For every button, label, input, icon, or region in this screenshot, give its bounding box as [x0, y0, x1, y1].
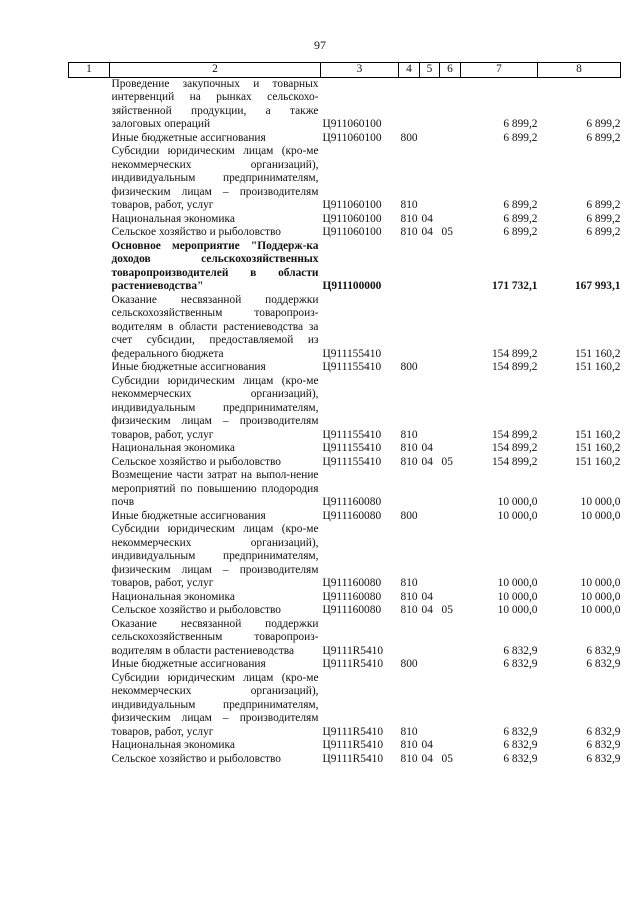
- amount-col-7: 6 832,9: [503, 739, 538, 751]
- blank-cell: [69, 469, 110, 510]
- amount-col-7: 6 899,2: [503, 212, 538, 225]
- target-article-code: Ц911160080: [322, 604, 382, 616]
- header-col-6: 6: [440, 63, 461, 78]
- table-row: [69, 604, 621, 618]
- table-row: [69, 442, 621, 456]
- blank-cell: [69, 739, 110, 753]
- amount-col-7: 10 000,0: [497, 590, 538, 603]
- amount-col-8: 10 000,0: [580, 604, 621, 616]
- amount-col-8: 6 832,9: [586, 725, 621, 738]
- amount-col-8: 167 993,1: [574, 280, 621, 292]
- section-code: 04: [421, 604, 433, 616]
- blank-cell: [69, 77, 110, 132]
- expense-type-code: 800: [400, 131, 418, 144]
- header-col-2: 2: [110, 63, 321, 78]
- blank-cell: [69, 132, 110, 146]
- section-code: [420, 240, 440, 294]
- item-name: Национальная экономика: [111, 590, 235, 603]
- expense-type-code: [399, 77, 420, 132]
- blank-cell: [69, 753, 110, 767]
- subsection-code: [440, 739, 461, 753]
- expense-type-code: 810: [400, 739, 418, 751]
- expense-type-code: 800: [400, 509, 418, 522]
- item-name: Сельское хозяйство и рыболовство: [111, 226, 281, 238]
- amount-col-7: 10 000,0: [497, 577, 538, 589]
- table-row: [69, 77, 621, 132]
- expense-type-code: 810: [400, 577, 418, 589]
- table-row: [69, 456, 621, 470]
- header-col-1: 1: [69, 63, 110, 78]
- amount-col-8: 6 899,2: [586, 212, 621, 225]
- item-name: Возмещение части затрат на выпол-нение мероприятий по повышению плодородия почв: [111, 469, 319, 508]
- blank-cell: [69, 523, 110, 591]
- section-code: 04: [421, 752, 433, 765]
- blank-cell: [69, 226, 110, 240]
- amount-col-7: 171 732,1: [491, 280, 538, 292]
- subsection-code: [440, 672, 461, 740]
- subsection-code: [440, 523, 461, 591]
- item-name: Оказание несвязанной поддержки сельскохозяйственным товаропроиз-водителям в области растениеводства: [111, 617, 319, 657]
- page-number: 97: [314, 38, 326, 52]
- target-article-code: Ц911060100: [322, 226, 382, 238]
- table-row: [69, 618, 621, 659]
- target-article-code: Ц911060100: [322, 131, 382, 144]
- blank-cell: [69, 240, 110, 294]
- blank-cell: [69, 294, 110, 362]
- section-code: [420, 672, 440, 740]
- item-name: Иные бюджетные ассигнования: [111, 658, 266, 670]
- table-row: [69, 226, 621, 240]
- item-name: Оказание несвязанной поддержки сельскохозяйственным товаропроиз-водителям в области растениеводства за счет субсидии, предоставляемой из федерального бюджета: [111, 293, 319, 360]
- blank-cell: [69, 604, 110, 618]
- blank-cell: [69, 591, 110, 605]
- amount-col-8: 151 160,2: [574, 455, 621, 468]
- section-code: [420, 510, 440, 524]
- expense-type-code: 810: [400, 226, 418, 238]
- table-row: [69, 510, 621, 524]
- amount-col-7: 154 899,2: [491, 347, 538, 360]
- section-code: [420, 145, 440, 213]
- blank-cell: [69, 361, 110, 375]
- header-row: [69, 63, 621, 78]
- target-article-code: Ц911060100: [322, 118, 382, 130]
- section-code: 04: [421, 226, 433, 238]
- section-code: [420, 469, 440, 510]
- section-code: 04: [421, 442, 433, 454]
- blank-cell: [69, 456, 110, 470]
- blank-cell: [69, 672, 110, 740]
- section-code: [420, 294, 440, 362]
- target-article-code: Ц911160080: [322, 577, 382, 589]
- section-code: 04: [421, 212, 433, 225]
- subsection-code: [440, 361, 461, 375]
- expense-type-code: [399, 469, 420, 510]
- amount-col-8: 10 000,0: [580, 577, 621, 589]
- section-code: 04: [421, 739, 433, 751]
- item-name: Национальная экономика: [111, 442, 235, 454]
- item-name: Национальная экономика: [111, 212, 235, 225]
- section-code: [420, 77, 440, 132]
- budget-table: [68, 62, 621, 766]
- amount-col-8: 151 160,2: [574, 361, 621, 373]
- section-code: [420, 375, 440, 443]
- table-row: [69, 523, 621, 591]
- amount-col-8: 10 000,0: [580, 590, 621, 603]
- amount-col-7: 6 832,9: [503, 752, 538, 765]
- amount-col-7: 10 000,0: [497, 509, 538, 522]
- amount-col-7: 6 832,9: [503, 658, 538, 670]
- amount-col-8: 6 899,2: [586, 226, 621, 238]
- subsection-code: [440, 294, 461, 362]
- table-row: [69, 213, 621, 227]
- subsection-code: [440, 442, 461, 456]
- subsection-code: [440, 240, 461, 294]
- blank-cell: [69, 442, 110, 456]
- table-row: [69, 658, 621, 672]
- table-body: [69, 77, 621, 766]
- table-row: [69, 240, 621, 294]
- section-code: [420, 132, 440, 146]
- amount-col-8: 10 000,0: [580, 509, 621, 522]
- item-name: Субсидии юридическим лицам (кро-ме некоммерческих организаций), индивидуальным предпринимателям, физическим лицам – производителям товаров, работ, услуг: [111, 145, 319, 211]
- section-code: 04: [421, 590, 433, 603]
- amount-col-7: 6 899,2: [503, 226, 538, 238]
- target-article-code: Ц911155410: [322, 361, 382, 373]
- header-col-4: 4: [399, 63, 420, 78]
- subsection-code: [440, 658, 461, 672]
- subsection-code: 05: [441, 604, 453, 616]
- expense-type-code: 810: [400, 725, 418, 738]
- table-row: [69, 361, 621, 375]
- item-name: Субсидии юридическим лицам (кро-ме некоммерческих организаций), индивидуальным предпринимателям, физическим лицам – производителям товаров, работ, услуг: [111, 523, 319, 589]
- table-row: [69, 672, 621, 740]
- target-article-code: Ц911155410: [322, 428, 382, 441]
- subsection-code: [440, 469, 461, 510]
- amount-col-7: 154 899,2: [491, 361, 538, 373]
- amount-col-7: 6 899,2: [503, 199, 538, 211]
- header-col-8: 8: [538, 63, 621, 78]
- item-name: Сельское хозяйство и рыболовство: [111, 752, 281, 765]
- expense-type-code: [399, 294, 420, 362]
- amount-col-8: 6 832,9: [586, 644, 621, 657]
- target-article-code: Ц9111R5410: [322, 725, 384, 738]
- subsection-code: [440, 132, 461, 146]
- amount-col-8: 151 160,2: [574, 442, 621, 454]
- item-name: Основное мероприятие "Поддерж-ка доходов сельскохозяйственных товаропроизводителей в области растениеводства": [111, 239, 319, 292]
- section-code: [420, 523, 440, 591]
- subsection-code: [440, 618, 461, 659]
- item-name: Иные бюджетные ассигнования: [111, 509, 266, 522]
- amount-col-7: 6 832,9: [503, 644, 538, 657]
- item-name: Субсидии юридическим лицам (кро-ме некоммерческих организаций), индивидуальным предпринимателям, физическим лицам – производителям товаров, работ, услуг: [111, 374, 319, 441]
- header-col-3: 3: [321, 63, 399, 78]
- amount-col-8: 151 160,2: [574, 347, 621, 360]
- item-name: Иные бюджетные ассигнования: [111, 361, 266, 373]
- subsection-code: [440, 591, 461, 605]
- target-article-code: Ц911060100: [322, 212, 382, 225]
- target-article-code: Ц911160080: [322, 496, 382, 508]
- subsection-code: 05: [441, 226, 453, 238]
- target-article-code: Ц9111R5410: [322, 752, 384, 765]
- expense-type-code: 810: [400, 428, 418, 441]
- table-row: [69, 294, 621, 362]
- amount-col-8: 6 899,2: [586, 118, 621, 130]
- blank-cell: [69, 618, 110, 659]
- subsection-code: [440, 145, 461, 213]
- table-row: [69, 753, 621, 767]
- target-article-code: Ц911155410: [322, 455, 382, 468]
- amount-col-7: 154 899,2: [491, 428, 538, 441]
- amount-col-8: 10 000,0: [580, 496, 621, 508]
- blank-cell: [69, 375, 110, 443]
- subsection-code: 05: [441, 455, 453, 468]
- section-code: [420, 658, 440, 672]
- blank-cell: [69, 145, 110, 213]
- subsection-code: [440, 77, 461, 132]
- item-name: Проведение закупочных и товарных интервенций на рынках сельскохо-зяйственной продукции, а также залоговых операций: [111, 77, 319, 130]
- expense-type-code: 810: [400, 604, 418, 616]
- table-row: [69, 132, 621, 146]
- header-col-5: 5: [420, 63, 440, 78]
- table-row: [69, 739, 621, 753]
- expense-type-code: 810: [400, 752, 418, 765]
- amount-col-8: 6 832,9: [586, 658, 621, 670]
- expense-type-code: 810: [400, 199, 418, 211]
- expense-type-code: [399, 618, 420, 659]
- amount-col-8: 151 160,2: [574, 428, 621, 441]
- blank-cell: [69, 510, 110, 524]
- expense-type-code: 800: [400, 361, 418, 373]
- target-article-code: Ц911155410: [322, 442, 382, 454]
- amount-col-7: 6 832,9: [503, 725, 538, 738]
- amount-col-7: 154 899,2: [491, 442, 538, 454]
- subsection-code: [440, 375, 461, 443]
- amount-col-8: 6 832,9: [586, 752, 621, 765]
- section-code: [420, 361, 440, 375]
- target-article-code: Ц911100000: [322, 280, 382, 292]
- subsection-code: 05: [441, 752, 453, 765]
- expense-type-code: 810: [400, 442, 418, 454]
- expense-type-code: 810: [400, 455, 418, 468]
- target-article-code: Ц9111R5410: [322, 739, 384, 751]
- subsection-code: [440, 213, 461, 227]
- blank-cell: [69, 213, 110, 227]
- target-article-code: Ц9111R5410: [322, 658, 384, 670]
- expense-type-code: 800: [400, 658, 418, 670]
- blank-cell: [69, 658, 110, 672]
- item-name: Иные бюджетные ассигнования: [111, 131, 266, 144]
- target-article-code: Ц911160080: [322, 590, 382, 603]
- target-article-code: Ц9111R5410: [322, 644, 384, 657]
- amount-col-7: 6 899,2: [503, 131, 538, 144]
- table-row: [69, 469, 621, 510]
- item-name: Сельское хозяйство и рыболовство: [111, 604, 281, 616]
- amount-col-7: 6 899,2: [503, 118, 538, 130]
- target-article-code: Ц911060100: [322, 199, 382, 211]
- table-row: [69, 145, 621, 213]
- section-code: 04: [421, 455, 433, 468]
- subsection-code: [440, 510, 461, 524]
- table-row: [69, 375, 621, 443]
- amount-col-7: 10 000,0: [497, 604, 538, 616]
- header-col-7: 7: [461, 63, 538, 78]
- item-name: Национальная экономика: [111, 739, 235, 751]
- amount-col-8: 6 899,2: [586, 199, 621, 211]
- target-article-code: Ц911160080: [322, 509, 382, 522]
- table-row: [69, 591, 621, 605]
- amount-col-7: 10 000,0: [497, 496, 538, 508]
- item-name: Субсидии юридическим лицам (кро-ме некоммерческих организаций), индивидуальным предпринимателям, физическим лицам – производителям товаров, работ, услуг: [111, 671, 319, 738]
- expense-type-code: 810: [400, 212, 418, 225]
- amount-col-8: 6 899,2: [586, 131, 621, 144]
- expense-type-code: 810: [400, 590, 418, 603]
- amount-col-8: 6 832,9: [586, 739, 621, 751]
- target-article-code: Ц911155410: [322, 347, 382, 360]
- item-name: Сельское хозяйство и рыболовство: [111, 455, 281, 468]
- expense-type-code: [399, 240, 420, 294]
- section-code: [420, 618, 440, 659]
- amount-col-7: 154 899,2: [491, 455, 538, 468]
